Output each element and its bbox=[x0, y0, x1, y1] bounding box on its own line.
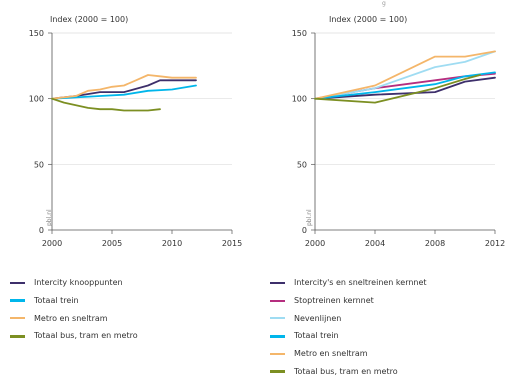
x-tick-label: 2012 bbox=[484, 239, 506, 248]
legend-label: Totaal trein bbox=[294, 331, 339, 341]
legend-item bbox=[270, 310, 427, 328]
series-line-metro-en-sneltram bbox=[52, 75, 196, 99]
legend-label: Nevenlijnen bbox=[294, 313, 342, 323]
legend-label: Totaal bus, tram en metro bbox=[34, 331, 138, 341]
y-tick-label: 0 bbox=[301, 226, 307, 235]
y-tick-label: 50 bbox=[296, 160, 307, 170]
legend-label: Metro en sneltram bbox=[34, 313, 108, 323]
series-line-metro-en-sneltram bbox=[315, 51, 495, 98]
legend-swatch bbox=[270, 282, 285, 284]
legend-label: Metro en sneltram bbox=[294, 349, 368, 359]
legend-item bbox=[10, 274, 138, 292]
series-line-intercity-s-en-sneltreinen-kernnet bbox=[315, 78, 495, 99]
legend-label: Intercity knooppunten bbox=[34, 278, 123, 287]
x-tick-label: 2015 bbox=[221, 239, 243, 248]
legend-item bbox=[270, 345, 427, 363]
legend-swatch bbox=[270, 335, 285, 338]
y-axis-label-left: Index (2000 = 100) bbox=[50, 15, 129, 24]
legend-item bbox=[10, 292, 138, 310]
legend-swatch bbox=[270, 317, 285, 319]
x-tick-label: 2010 bbox=[161, 239, 183, 248]
legend-swatch bbox=[10, 335, 25, 338]
y-tick-label: 150 bbox=[291, 29, 307, 38]
y-tick-label: 100 bbox=[291, 94, 307, 104]
legend-swatch bbox=[10, 299, 25, 302]
series-line-totaal-trein bbox=[52, 86, 196, 99]
series-line-totaal-bus-tram-en-metro bbox=[52, 99, 160, 111]
series-line-stoptreinen-kernnet bbox=[315, 74, 495, 99]
legend-item bbox=[10, 310, 138, 328]
y-tick-label: 150 bbox=[28, 29, 44, 38]
y-tick-label: 100 bbox=[28, 94, 44, 104]
legend-swatch bbox=[10, 282, 25, 284]
y-tick-label: 0 bbox=[38, 226, 44, 235]
legend-item bbox=[270, 292, 427, 310]
legend-label: Intercity's en sneltreinen kernnet bbox=[294, 278, 427, 287]
series-line-nevenlijnen bbox=[315, 51, 495, 98]
legend-label: Totaal bus, tram en metro bbox=[294, 366, 398, 376]
legend-swatch bbox=[270, 370, 285, 373]
y-tick-label: 50 bbox=[33, 160, 44, 170]
credit-right: pbl.nl bbox=[306, 209, 313, 226]
series-line-totaal-trein bbox=[315, 72, 495, 98]
legend-swatch bbox=[10, 317, 25, 319]
legend-item bbox=[270, 363, 427, 381]
legend-label: Totaal trein bbox=[34, 295, 79, 305]
legend-item bbox=[270, 327, 427, 345]
y-axis-label-right: Index (2000 = 100) bbox=[329, 15, 408, 24]
series-line-totaal-bus-tram-en-metro bbox=[315, 75, 480, 103]
legend-item bbox=[270, 274, 427, 292]
page-note: g bbox=[382, 0, 386, 7]
legend-item bbox=[10, 327, 138, 345]
x-tick-label: 2000 bbox=[304, 239, 326, 248]
series-line-intercity-knooppunten bbox=[52, 80, 196, 98]
credit-left: pbl.nl bbox=[46, 209, 53, 226]
legend-left bbox=[10, 274, 138, 345]
legend-right bbox=[270, 274, 427, 381]
legend-swatch bbox=[270, 300, 285, 302]
x-tick-label: 2000 bbox=[41, 239, 63, 248]
x-tick-label: 2004 bbox=[364, 239, 386, 248]
legend-label: Stoptreinen kernnet bbox=[294, 295, 374, 305]
legend-swatch bbox=[270, 353, 285, 355]
x-tick-label: 2008 bbox=[424, 239, 446, 248]
x-tick-label: 2005 bbox=[101, 239, 123, 248]
